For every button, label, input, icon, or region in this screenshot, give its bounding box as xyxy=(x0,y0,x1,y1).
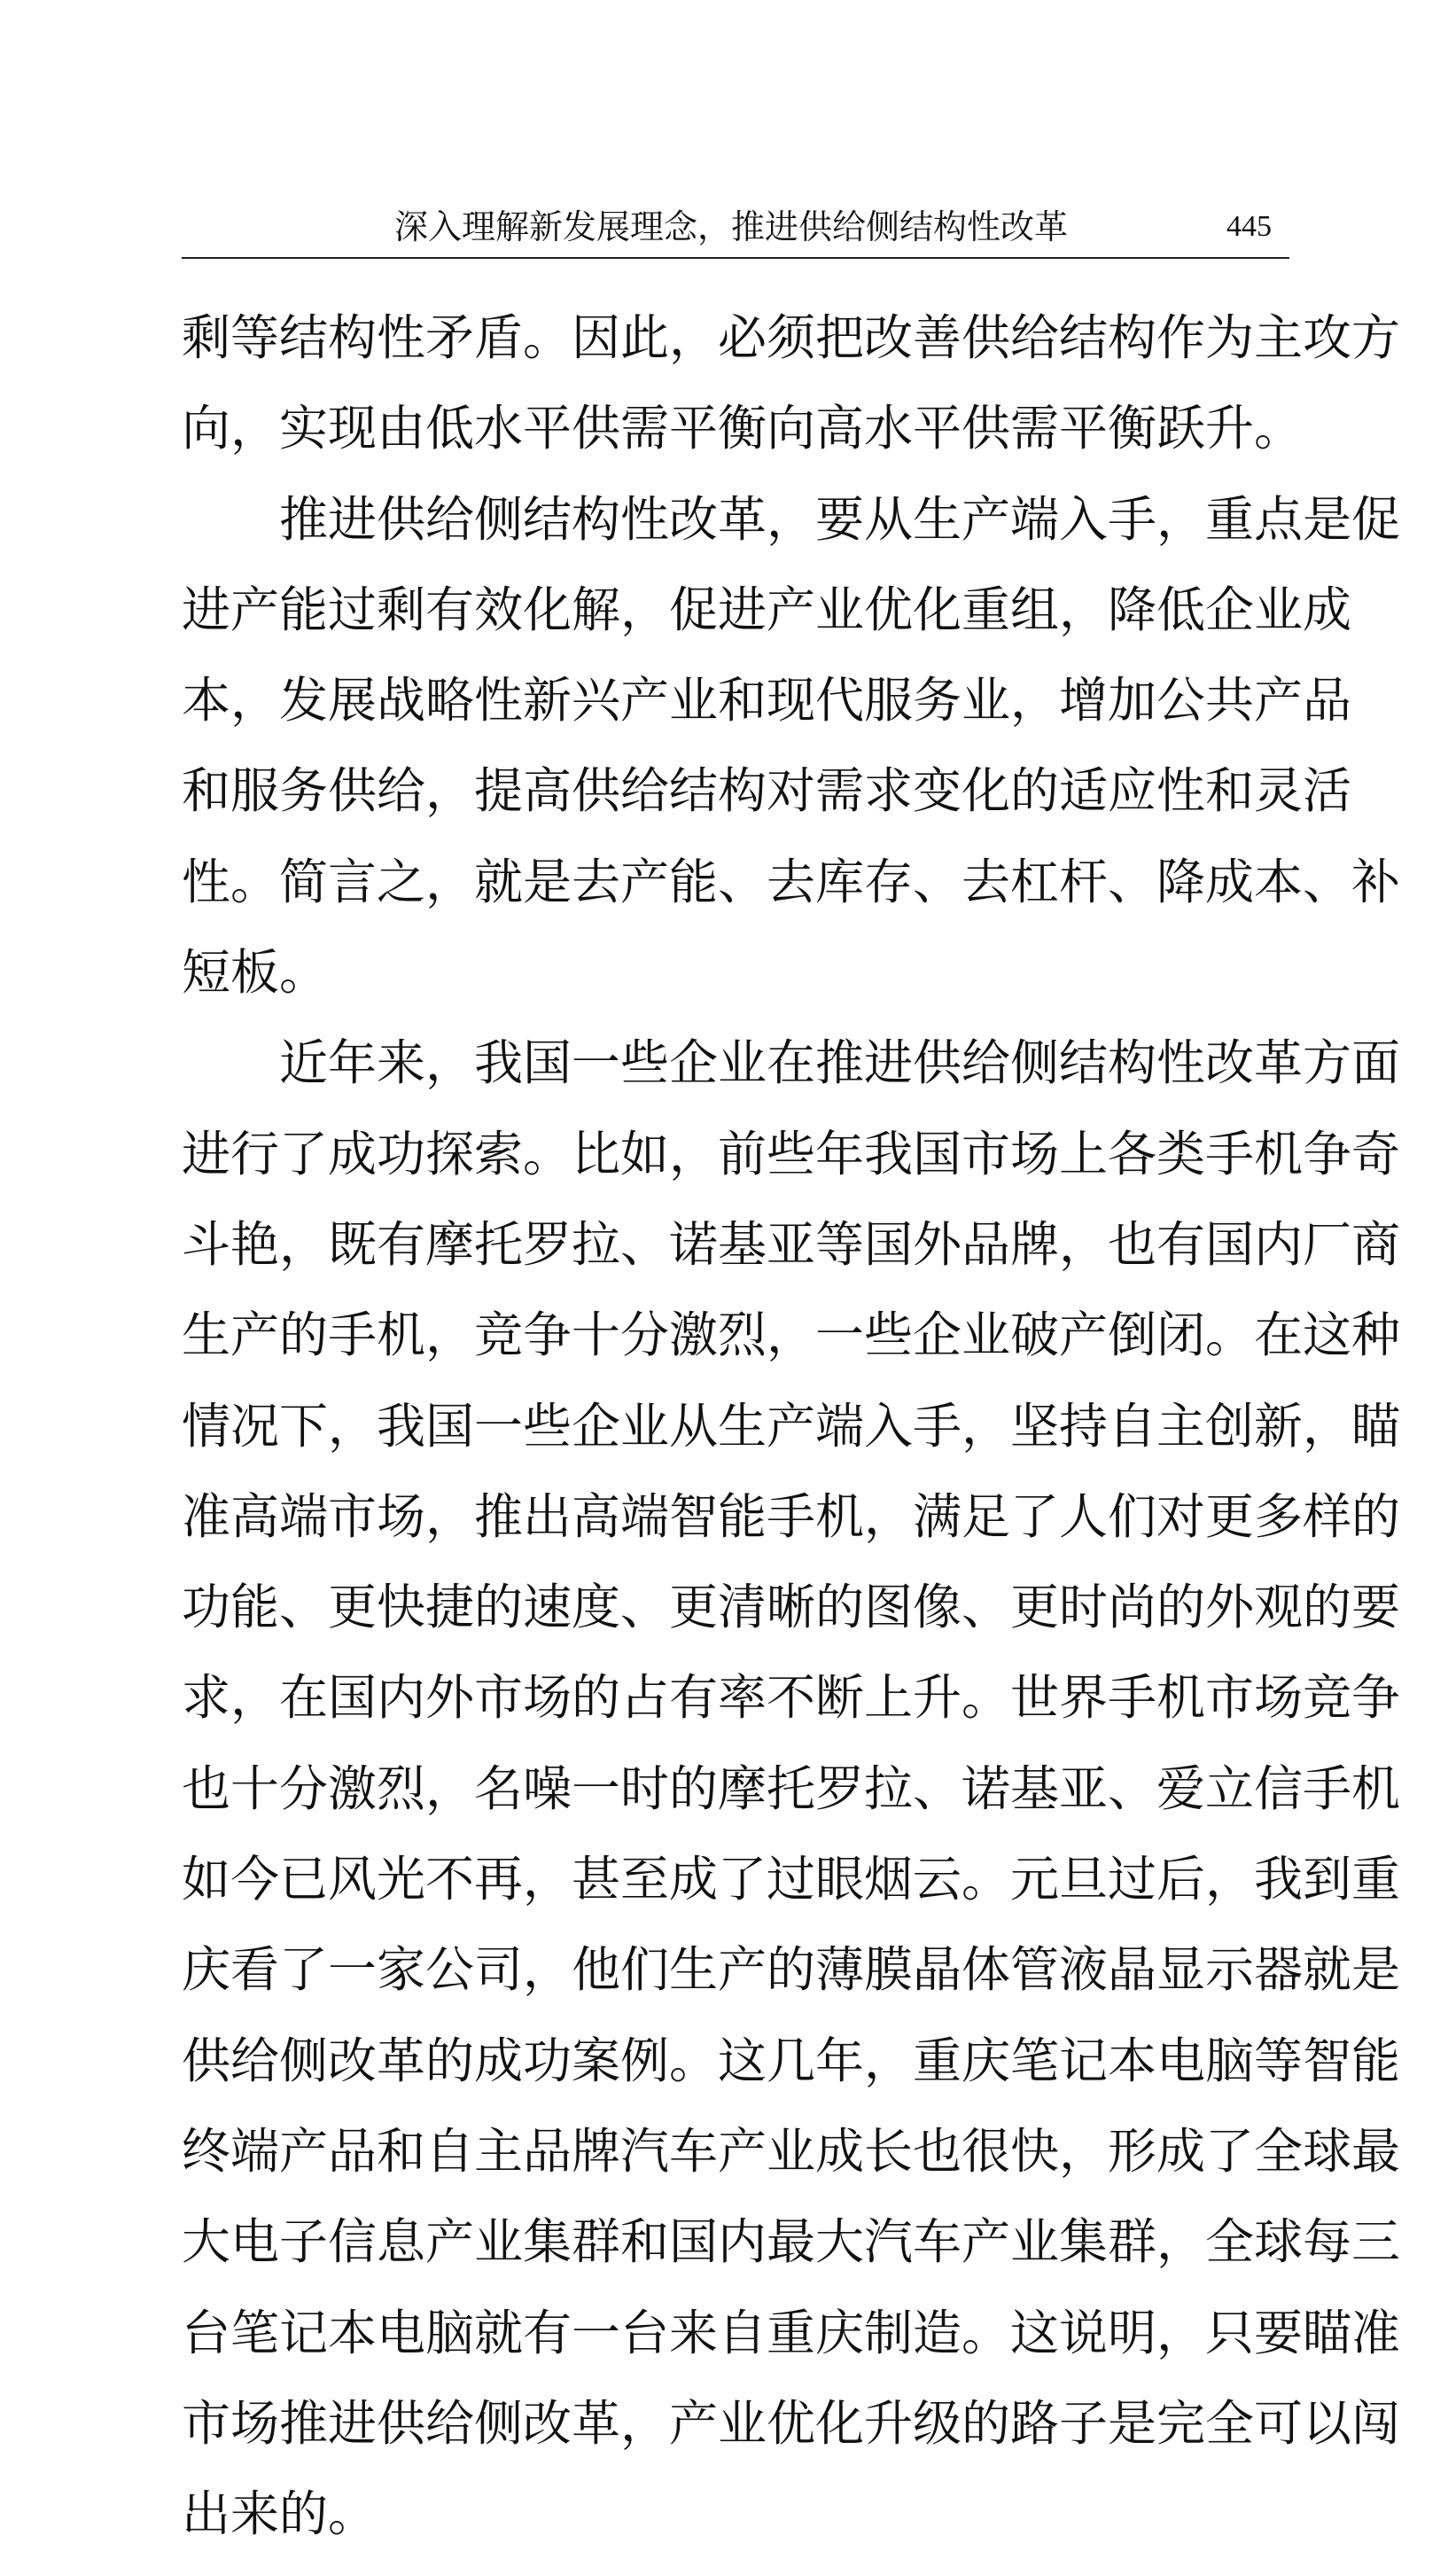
text-line: 求，在国内外市场的占有率不断上升。世界手机市场竞争 xyxy=(182,1669,1401,1727)
text-line: 终端产品和自主品牌汽车产业成长也很快，形成了全球最 xyxy=(182,2122,1401,2180)
page-number: 445 xyxy=(1226,210,1272,243)
text-line: 情况下，我国一些企业从生产端入手，坚持自主创新，瞄 xyxy=(182,1397,1401,1455)
text-line: 市场推进供给侧改革，产业优化升级的路子是完全可以闯 xyxy=(182,2394,1401,2452)
text-line: 供给侧改革的成功案例。这几年，重庆笔记本电脑等智能 xyxy=(182,2032,1401,2089)
body-text xyxy=(182,293,1401,2559)
text-line: 也十分激烈，名噪一时的摩托罗拉、诺基亚、爱立信手机 xyxy=(182,1759,1401,1817)
text-line: 台笔记本电脑就有一台来自重庆制造。这说明，只要瞄准 xyxy=(182,2304,1401,2361)
text-line: 进产能过剩有效化解，促进产业优化重组，降低企业成 xyxy=(182,581,1352,638)
text-line: 出来的。 xyxy=(182,2485,378,2543)
text-line: 准高端市场，推出高端智能手机，满足了人们对更多样的 xyxy=(182,1487,1401,1545)
text-line: 剩等结构性矛盾。因此，必须把改善供给结构作为主攻方 xyxy=(182,309,1401,366)
text-line: 短板。 xyxy=(182,944,329,1002)
text-line: 庆看了一家公司，他们生产的薄膜晶体管液晶显示器就是 xyxy=(182,1941,1401,1999)
text-line: 本，发展战略性新兴产业和现代服务业，增加公共产品 xyxy=(182,672,1352,729)
text-line: 进行了成功探索。比如，前些年我国市场上各类手机争奇 xyxy=(182,1125,1401,1182)
text-line: 和服务供给，提高供给结构对需求变化的适应性和灵活 xyxy=(182,762,1352,820)
text-line: 向，实现由低水平供需平衡向高水平供需平衡跃升。 xyxy=(182,400,1304,457)
text-line: 性。简言之，就是去产能、去库存、去杠杆、降成本、补 xyxy=(182,853,1401,910)
running-header xyxy=(182,204,1289,259)
text-line: 斗艳，既有摩托罗拉、诺基亚等国外品牌，也有国内厂商 xyxy=(182,1215,1401,1273)
paragraph-start-line: 推进供给侧结构性改革，要从生产端入手，重点是促 xyxy=(279,490,1401,548)
header-title: 深入理解新发展理念，推进供给侧结构性改革 xyxy=(394,207,1069,246)
paragraph-start-line: 近年来，我国一些企业在推进供给侧结构性改革方面 xyxy=(279,1034,1401,1092)
text-line: 生产的手机，竞争十分激烈，一些企业破产倒闭。在这种 xyxy=(182,1307,1401,1364)
text-line: 功能、更快捷的速度、更清晰的图像、更时尚的外观的要 xyxy=(182,1579,1401,1636)
text-line: 大电子信息产业集群和国内最大汽车产业集群，全球每三 xyxy=(182,2213,1401,2271)
text-line: 如今已风光不再，甚至成了过眼烟云。元旦过后，我到重 xyxy=(182,1851,1401,1908)
